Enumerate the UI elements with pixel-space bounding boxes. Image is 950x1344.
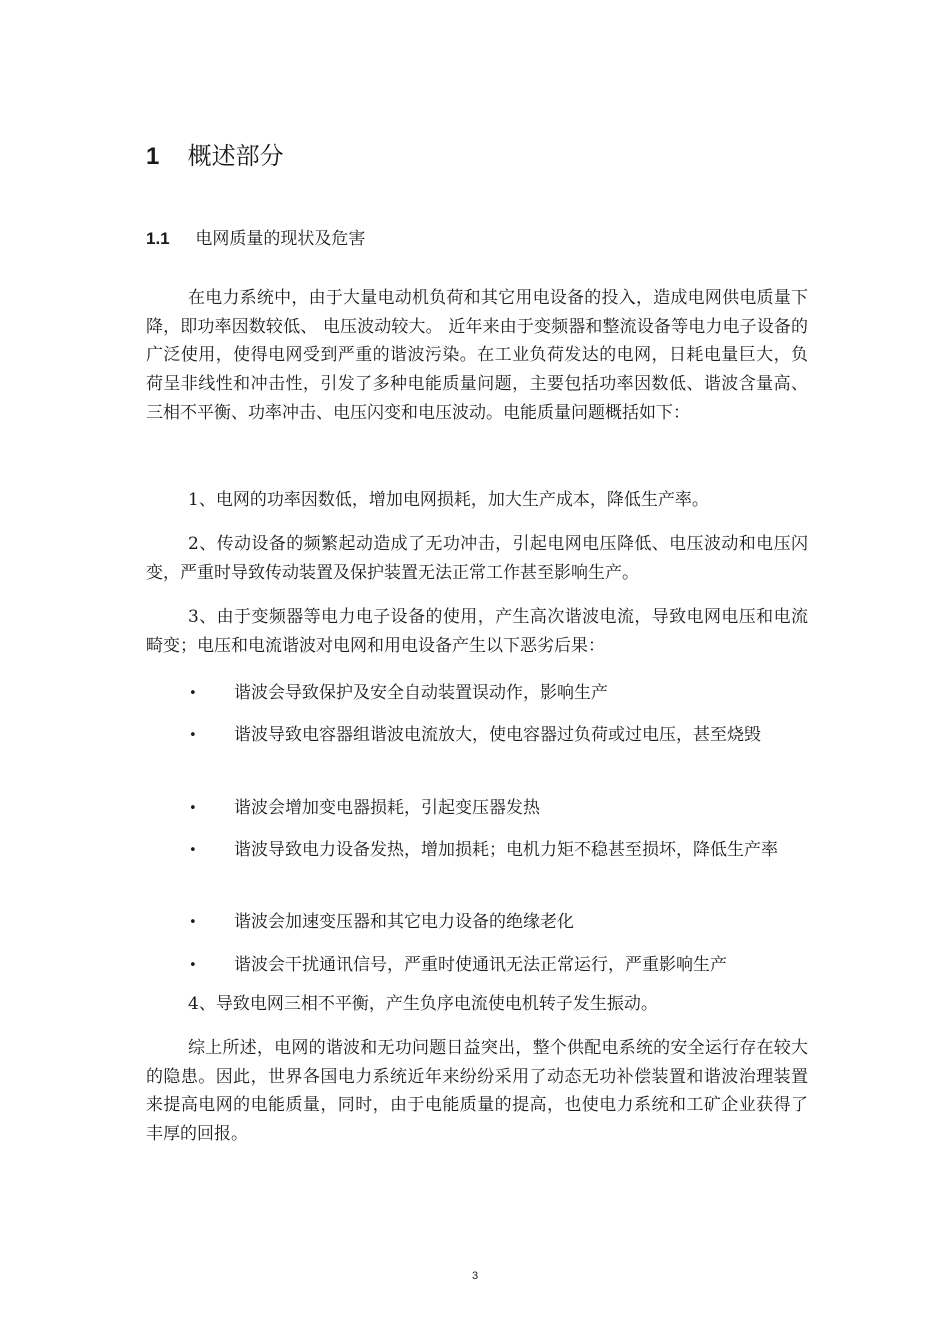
bullet-icon: • (189, 958, 197, 973)
page-number: 3 (471, 1270, 479, 1282)
subsection-number: 1.1 (146, 229, 170, 248)
bullet-icon: • (189, 915, 197, 930)
intro-paragraph: 在电力系统中，由于大量电动机负荷和其它用电设备的投入，造成电网供电质量下降，即功率因数较低、 电压波动较大。 近年来由于变频器和整流设备等电力电子设备的广泛使用，使得电网受到严重的谐波污染。在工业负荷发达的电网，日耗电量巨大，负荷呈非线性和冲击性，引发了多种电能质量问题，主要包括功率因数低、谐波含量高、三相不平衡、功率冲击、电压闪变和电压波动。电能质量问题概括如下： (146, 288, 808, 423)
list-item-3-block (146, 603, 808, 660)
section-heading (146, 140, 284, 173)
bullet-item (146, 677, 862, 710)
list-item-1-block (146, 486, 808, 515)
section-title: 概述部分 (187, 142, 284, 170)
list-item-2-block (146, 530, 808, 587)
list-item-1: 1、电网的功率因数低，增加电网损耗，加大生产成本，降低生产率。 (188, 490, 709, 510)
bullet-item (146, 792, 862, 825)
bullet-text: 谐波会加速变压器和其它电力设备的绝缘老化 (234, 912, 574, 932)
summary-paragraph-block (146, 1034, 808, 1149)
bullet-item (146, 906, 862, 939)
intro-paragraph-block (146, 284, 808, 428)
list-item-2: 2、传动设备的频繁起动造成了无功冲击，引起电网电压降低、电压波动和电压闪变，严重时导致传动装置及保护装置无法正常工作甚至影响生产。 (146, 534, 808, 583)
subsection-title: 电网质量的现状及危害 (195, 229, 366, 249)
bullet-item (146, 719, 862, 752)
bullet-icon: • (189, 843, 197, 858)
list-item-3: 3、由于变频器等电力电子设备的使用，产生高次谐波电流，导致电网电压和电流畸变；电压和电流谐波对电网和用电设备产生以下恶劣后果： (146, 607, 808, 656)
subsection-heading (146, 226, 365, 252)
bullet-icon: • (189, 686, 197, 701)
bullet-text: 谐波会导致保护及安全自动装置误动作，影响生产 (234, 683, 608, 703)
bullet-item (146, 834, 862, 867)
summary-paragraph: 综上所述，电网的谐波和无功问题日益突出，整个供配电系统的安全运行存在较大的隐患。因此，世界各国电力系统近年来纷纷采用了动态无功补偿装置和谐波治理装置来提高电网的电能质量，同时，由于电能质量的提高，也使电力系统和工矿企业获得了丰厚的回报。 (146, 1038, 808, 1145)
bullet-text: 谐波会干扰通讯信号，严重时使通讯无法正常运行，严重影响生产 (234, 955, 727, 975)
bullet-item (146, 949, 862, 982)
bullet-text: 谐波导致电力设备发热，增加损耗；电机力矩不稳甚至损坏，降低生产率 (234, 840, 778, 860)
bullet-text: 谐波导致电容器组谐波电流放大，使电容器过负荷或过电压，甚至烧毁 (234, 725, 761, 745)
list-item-4-block (146, 990, 808, 1019)
section-number: 1 (146, 143, 160, 170)
bullet-text: 谐波会增加变电器损耗，引起变压器发热 (234, 798, 540, 818)
list-item-4: 4、导致电网三相不平衡，产生负序电流使电机转子发生振动。 (188, 994, 658, 1014)
bullet-icon: • (189, 728, 197, 743)
bullet-icon: • (189, 801, 197, 816)
